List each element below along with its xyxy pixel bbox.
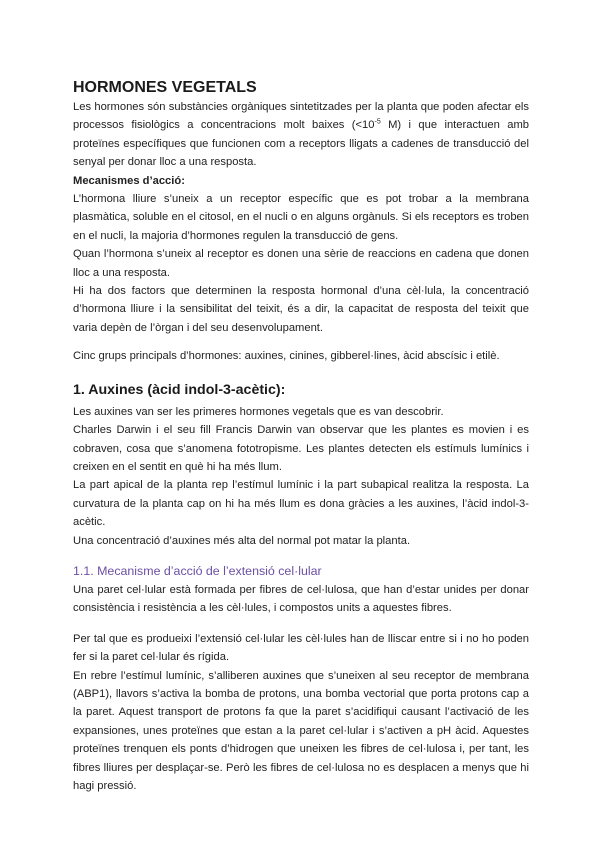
intro-paragraph (73, 98, 529, 172)
intro-text: Les hormones són substàncies orgàniques sintetitzades per la planta que poden afectar els processos fisiològics a concentracions molt baixes (<10 (73, 101, 529, 132)
intro-exponent: -5 (374, 118, 381, 126)
auxines-paragraph-4: Una concentració d’auxines més alta del normal pot matar la planta. (73, 534, 411, 547)
section-heading-auxines: 1. Auxines (àcid indol-3-acètic): (73, 381, 286, 398)
mechanisms-heading: Mecanismes d’acció: (73, 174, 185, 187)
intro-text-cont: M) i que interactuen amb proteïnes específiques que funcionen com a receptors lligats a cadenes de transducció del senyal per donar lloc a una resposta. (73, 119, 529, 169)
extension-paragraph-2: Per tal que es produeixi l’extensió cel·lular les cèl·lules han de lliscar entre si i no ho poden fer si la paret cel·lular és rígida. (73, 632, 529, 664)
extension-paragraph-3: En rebre l’estímul lumínic, s’alliberen auxines que s’uneixen al seu receptor de membrana (ABP1), llavors s’activa la bomba de protons, una bomba vectorial que porta protons cap a la paret. Aquest transport de protons fa que la paret s’acidifiqui causant l’activació de les expansiones, unes proteïnes que estan a la paret cel·lular i s’activen a pH àcid. Aquestes proteïnes trenquen els ponts d’hidrogen que uneixen les fibres de cel·lulosa i, per tant, les fibres lliures per desplaçar-se. Però les fibres de cel·lulosa no es desplacen a menys que hi hagi pressió. (73, 669, 529, 792)
auxines-paragraph-3: La part apical de la planta rep l’estímul lumínic i la part subapical realitza la resposta. La curvatura de la planta cap on hi ha més llum es dona gràcies a les auxines, l’àcid indol-3-acètic. (73, 479, 529, 529)
auxines-paragraph-2: Charles Darwin i el seu fill Francis Darwin van observar que les plantes es movien i es cobraven, cosa que s’anomena fototropisme. Les plantes detecten els estímuls lumínics i creixen en el sentit en què hi ha més llum. (73, 424, 529, 473)
hormone-groups-paragraph: Cinc grups principals d’hormones: auxines, cinines, gibberel·lines, àcid abscísic i etilè. (73, 350, 500, 363)
auxines-paragraph-1: Les auxines van ser les primeres hormones vegetals que es van descobrir. (73, 405, 444, 418)
mechanisms-paragraph-3: Hi ha dos factors que determinen la resposta hormonal d’una cèl·lula, la concentració d’hormona lliure i la sensibilitat del teixit, és a dir, la capacitat de resposta del teixit que varia depèn de l’òrgan i del seu desenvolupament. (73, 285, 529, 334)
extension-paragraph-1: Una paret cel·lular està formada per fibres de cel·lulosa, que han d’estar unides per donar consistència i resistència a les cèl·lules, i compostos units a aquestes fibres. (73, 583, 529, 615)
subsection-heading-extension: 1.1. Mecanisme d’acció de l’extensió cel·lular (73, 563, 322, 578)
page-title: HORMONES VEGETALS (73, 79, 257, 96)
mechanisms-paragraph-1: L’hormona lliure s’uneix a un receptor específic que es pot trobar a la membrana plasmàtica, soluble en el citosol, en el nucli o en alguns orgànuls. Si els receptors es troben en el nucli, la majoria d’hormones regulen la transducció de gens. (73, 193, 529, 242)
mechanisms-paragraph-2: Quan l’hormona s’uneix al receptor es donen una sèrie de reaccions en cadena que donen lloc a una resposta. (73, 248, 529, 279)
document-body (73, 78, 529, 795)
